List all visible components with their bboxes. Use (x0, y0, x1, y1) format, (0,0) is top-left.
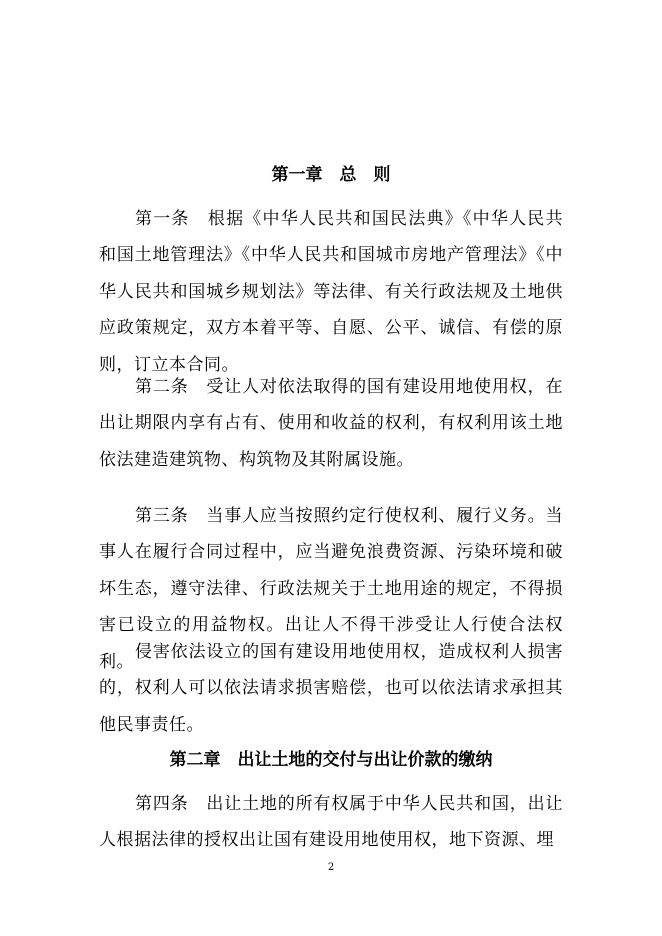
article-1-paragraph: 第一条 根据《中华人民共和国民法典》《中华人民共和国土地管理法》《中华人民共和国城市房地产管理法》《中华人民共和国城乡规划法》等法律、有关行政法规及土地供应政策规定，双方本着平等、自愿、公平、诚信、有偿的原则，订立本合同。 (99, 209, 563, 375)
page-number: 2 (327, 862, 335, 873)
chapter-one-heading: 第一章 总 则 (271, 165, 391, 185)
chapter-two-heading: 第二章 出让土地的交付与出让价款的缴纳 (169, 750, 493, 770)
article-3-paragraph: 第三条 当事人应当按照约定行使权利、履行义务。当事人在履行合同过程中，应当避免浪费资源、污染环境和破坏生态，遵守法律、行政法规关于土地用途的规定，不得损害已设立的用益物权。出让人不得干涉受让人行使合法权利。 (99, 506, 563, 672)
article-4-paragraph: 第四条 出让土地的所有权属于中华人民共和国，出让人根据法律的授权出让国有建设用地使用权，地下资源、埋 (99, 794, 563, 851)
article-3-continuation-paragraph: 侵害依法设立的国有建设用地使用权，造成权利人损害的，权利人可以依法请求损害赔偿，也可以依法请求承担其他民事责任。 (99, 642, 563, 735)
article-2-paragraph: 第二条 受让人对依法取得的国有建设用地使用权，在出让期限内享有占有、使用和收益的权利，有权利用该土地依法建造建筑物、构筑物及其附属设施。 (99, 377, 563, 470)
